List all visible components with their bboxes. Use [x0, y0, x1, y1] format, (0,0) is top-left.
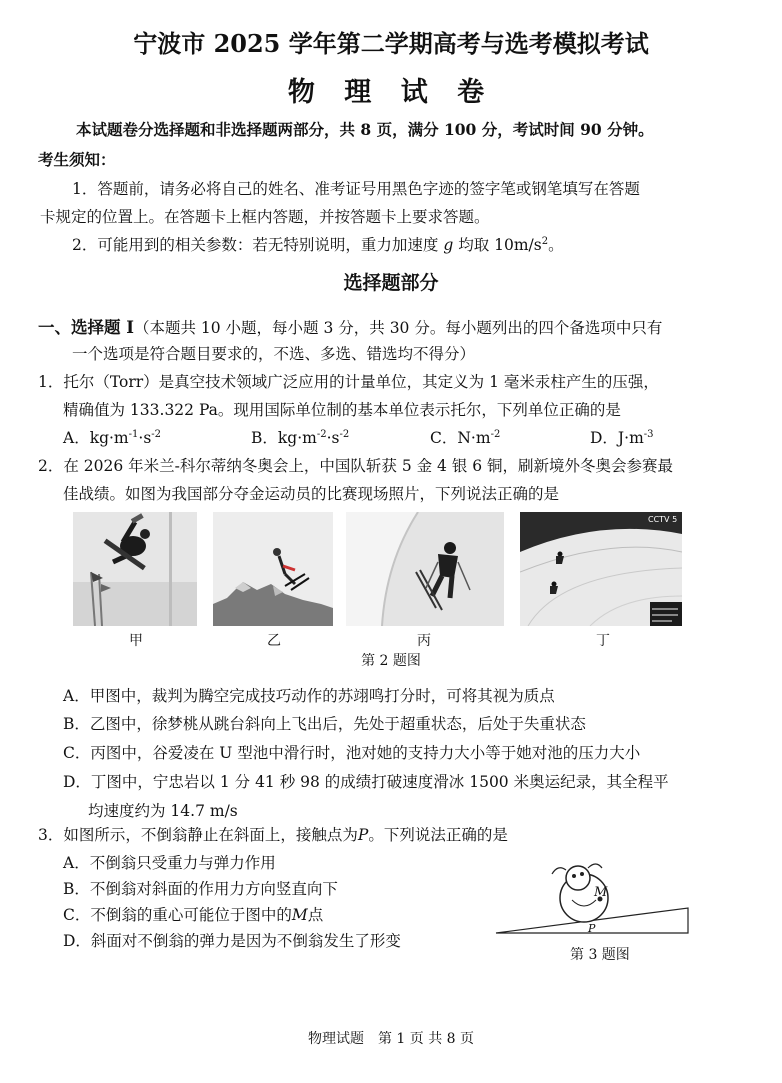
instruction-1-line1: 1．答题前，请务必将自己的姓名、准考证号用黑色字迹的签字笔或钢笔填写在答题: [72, 180, 640, 198]
photo-speed-skating: [520, 512, 682, 626]
gravity-symbol: g: [443, 236, 454, 254]
photo-label-ding: 丁: [596, 633, 610, 649]
q2-option-d-line2: 均速度约为 14.7 m/s: [88, 802, 238, 820]
q1-option-b: [251, 426, 349, 448]
q1-b-base: B．kg·m: [251, 429, 317, 447]
q2-option-b: B．乙图中，徐梦桃从跳台斜向上飞出后，先处于超重状态，后处于失重状态: [63, 715, 586, 733]
q3-stem-suffix: 。下列说法正确的是: [368, 826, 508, 844]
q1-option-c: [430, 426, 500, 448]
part1-label: 一、选择题 I: [38, 318, 134, 337]
part1-header: [38, 314, 662, 338]
q2-option-c: C．丙图中，谷爱凌在 U 型池中滑行时，池对她的支持力大小等于她对池的压力大小: [63, 744, 641, 762]
q2-figure-caption: 第 2 题图: [361, 653, 421, 669]
q2-stem-line1: 2．在 2026 年米兰-科尔蒂纳冬奥会上，中国队斩获 5 金 4 银 6 铜，刷新境外冬奥会参赛最: [38, 457, 674, 475]
q1-c-base: C．N·m: [430, 429, 491, 447]
q3-option-d: D．斜面对不倒翁的弹力是因为不倒翁发生了形变: [63, 932, 401, 950]
q3-figure-caption: 第 3 题图: [570, 947, 630, 963]
contact-point-label: P: [588, 922, 596, 935]
q3-contact-point-symbol: P: [357, 826, 369, 844]
q3-option-c: [63, 903, 323, 925]
exam-title: 宁波市 2025 学年第二学期高考与选考模拟考试: [133, 29, 649, 58]
photo-snowboard: [73, 512, 197, 626]
center-of-mass-label: M: [594, 885, 608, 900]
q1-d-exp: -3: [643, 428, 654, 440]
q1-a-exp1: -1: [128, 428, 139, 440]
section-title: 选择题部分: [343, 272, 439, 294]
q3-option-b: B．不倒翁对斜面的作用力方向竖直向下: [63, 880, 338, 898]
q1-c-exp: -2: [490, 428, 501, 440]
instructions-heading: 考生须知：: [38, 150, 116, 169]
halfpipe-photo-image: [346, 512, 504, 626]
q3-figure: [492, 856, 692, 936]
subject-title: 物 理 试 卷: [287, 77, 495, 108]
q3-c-suffix: 点: [307, 906, 324, 924]
tumbler-incline-diagram: [492, 856, 692, 936]
instruction-2-prefix: 2．可能用到的相关参数：若无特别说明，重力加速度: [72, 236, 439, 254]
q1-option-d: [590, 426, 654, 448]
q1-a-base: A．kg·m: [63, 429, 129, 447]
aerials-photo-image: [213, 512, 333, 626]
instruction-2: [72, 233, 564, 255]
q1-stem-line2: 精确值为 133.322 Pa。现用国际单位制的基本单位表示托尔，下列单位正确的是: [63, 401, 621, 419]
instruction-2-end: 。: [548, 236, 564, 254]
q1-option-a: [63, 426, 161, 448]
page-footer: 物理试题 第 1 页 共 8 页: [307, 1031, 475, 1047]
instruction-2-suffix: 均取 10m/s: [458, 236, 542, 254]
tv-channel-logo: CCTV 5: [648, 515, 678, 524]
snowboard-photo-image: [73, 512, 197, 626]
q3-c-point-symbol: M: [291, 906, 308, 924]
photo-aerials: [213, 512, 333, 626]
q1-d-base: D．J·m: [590, 429, 644, 447]
q3-c-prefix: C．不倒翁的重心可能位于图中的: [63, 906, 292, 924]
q2-stem-line2: 佳战绩。如图为我国部分夺金运动员的比赛现场照片，下列说法正确的是: [63, 485, 560, 503]
q1-b-exp2: -2: [339, 428, 350, 440]
photo-label-jia: 甲: [129, 633, 143, 649]
photo-label-bing: 丙: [417, 633, 431, 649]
q1-stem-line1: 1．托尔（Torr）是真空技术领域广泛应用的计量单位，其定义为 1 毫米汞柱产生的压强，: [38, 373, 659, 391]
q1-b-mid: ·s: [326, 429, 340, 447]
q3-option-a: A．不倒翁只受重力与弹力作用: [63, 854, 276, 872]
photo-label-yi: 乙: [267, 633, 281, 649]
exam-notice: 本试题卷分选择题和非选择题两部分，共 8 页，满分 100 分，考试时间 90 分钟。: [76, 120, 654, 139]
instruction-2-exponent: 2: [541, 235, 549, 247]
part1-desc-line1: （本题共 10 小题，每小题 3 分，共 30 分。每小题列出的四个备选项中只有: [133, 319, 663, 337]
photo-halfpipe: [346, 512, 504, 626]
instruction-1-line2: 卡规定的位置上。在答题卡上框内答题，并按答题卡上要求答题。: [40, 208, 490, 226]
q1-a-mid: ·s: [138, 429, 152, 447]
q1-a-exp2: -2: [151, 428, 162, 440]
q2-option-d-line1: D．丁图中，宁忠岩以 1 分 41 秒 98 的成绩打破速度滑冰 1500 米奥运纪录，其全程平: [63, 773, 669, 791]
speed-skating-photo-image: [520, 512, 682, 626]
q2-option-a: A．甲图中，裁判为腾空完成技巧动作的苏翊鸣打分时，可将其视为质点: [63, 687, 555, 705]
part1-desc-line2: 一个选项是符合题目要求的，不选、多选、错选均不得分）: [72, 345, 476, 363]
q3-stem: [38, 823, 508, 845]
q1-b-exp1: -2: [316, 428, 327, 440]
q3-stem-prefix: 3．如图所示，不倒翁静止在斜面上，接触点为: [38, 826, 358, 844]
